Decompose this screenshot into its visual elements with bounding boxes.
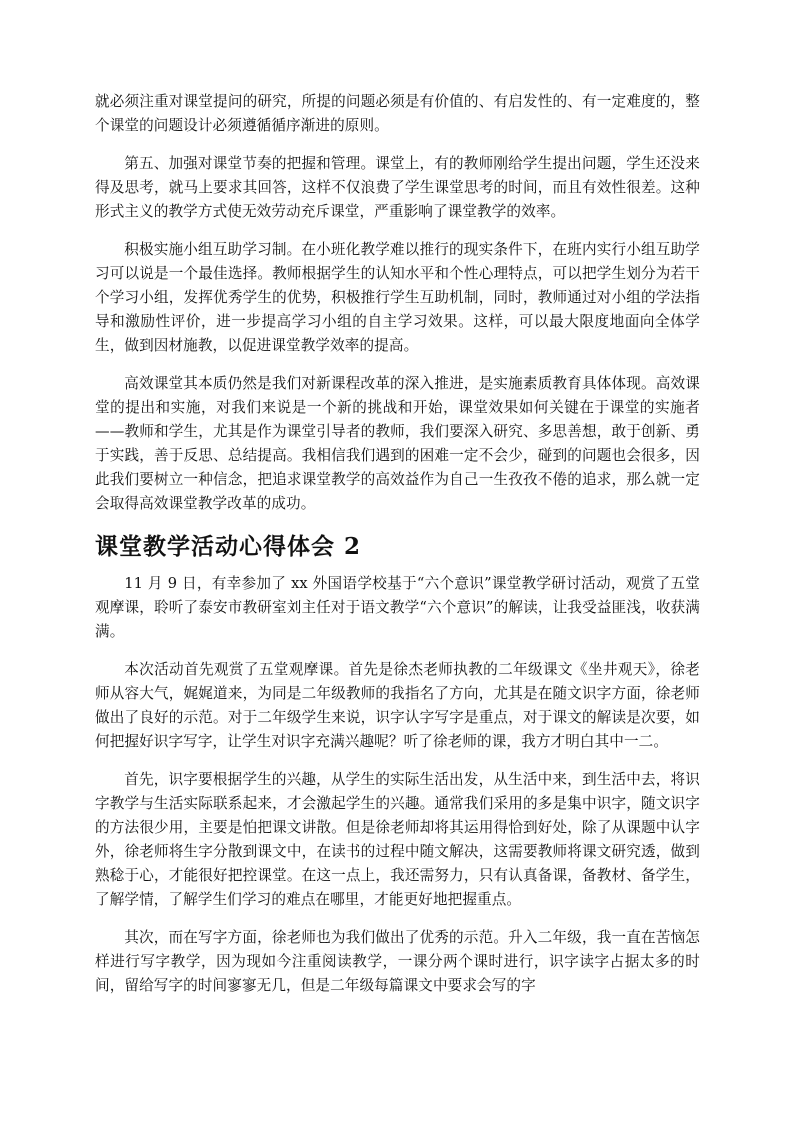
paragraph-3: 积极实施小组互助学习制。在小班化教学难以推行的现实条件下，在班内实行小组互助学习可以说是一个最佳选择。教师根据学生的认知水平和个性心理特点，可以把学生划分为若干个学习小组，发挥优秀学生的优势，积极推行学生互助机制，同时，教师通过对小组的学法指导和激励性评价，进一步提高学习小组的自主学习效果。这样，可以最大限度地面向全体学生，做到因材施教，以促进课堂教学效率的提高。	[95, 241, 700, 354]
document-page	[95, 90, 700, 1012]
paragraph-4: 高效课堂其本质仍然是我们对新课程改革的深入推进，是实施素质教育具体体现。高效课堂的提出和实施，对我们来说是一个新的挑战和开始，课堂效果如何关键在于课堂的实施者——教师和学生，尤其是作为课堂引导者的教师，我们要深入研究、多思善想，敢于创新、勇于实践，善于反思、总结提高。我相信我们遇到的困难一定不会少，碰到的问题也会很多，因此我们要树立一种信念，把追求课堂教学的高效益作为自己一生孜孜不倦的追求，那么就一定会取得高效课堂教学改革的成功。	[95, 375, 700, 512]
paragraph-6: 本次活动首先观赏了五堂观摩课。首先是徐杰老师执教的二年级课文《坐井观天》，徐老师从容大气，娓娓道来，为同是二年级教师的我指名了方向，尤其是在随文识字方面，徐老师做出了良好的示范。对于二年级学生来说，识字认字写字是重点，对于课文的解读是次要，如何把握好识字写字，让学生对识字充满兴趣呢？听了徐老师的课，我方才明白其中一二。	[95, 661, 700, 750]
paragraph-5: 11 月 9 日，有幸参加了 xx 外国语学校基于“六个意识”课堂教学研讨活动，观赏了五堂观摩课，聆听了泰安市教研室刘主任对于语文教学“六个意识”的解读，让我受益匪浅，收获满满。	[95, 575, 700, 640]
section-heading: 课堂教学活动心得体会 2	[95, 533, 362, 560]
paragraph-7: 首先，识字要根据学生的兴趣，从学生的实际生活出发，从生活中来，到生活中去，将识字教学与生活实际联系起来，才会激起学生的兴趣。通常我们采用的多是集中识字，随文识字的方法很少用，主要是怕把课文讲散。但是徐老师却将其运用得恰到好处，除了从课题中认字外，徐老师将生字分散到课文中，在读书的过程中随文解决，这需要教师将课文研究透，做到熟稔于心，才能很好把控课堂。在这一点上，我还需努力，只有认真备课，备教材、备学生，了解学情，了解学生们学习的难点在哪里，才能更好地把握重点。	[95, 771, 700, 908]
paragraph-1: 就必须注重对课堂提问的研究，所提的问题必须是有价值的、有启发性的、有一定难度的，整个课堂的问题设计必须遵循循序渐进的原则。	[95, 93, 700, 134]
paragraph-8: 其次，而在写字方面，徐老师也为我们做出了优秀的示范。升入二年级，我一直在苦恼怎样进行写字教学，因为现如今注重阅读教学，一课分两个课时进行，识字读字占据太多的时间，留给写字的时间寥寥无几，但是二年级每篇课文中要求会写的字	[95, 929, 700, 994]
paragraph-2: 第五、加强对课堂节奏的把握和管理。课堂上，有的教师刚给学生提出问题，学生还没来得及思考，就马上要求其回答，这样不仅浪费了学生课堂思考的时间，而且有效性很差。这种形式主义的教学方式使无效劳动充斥课堂，严重影响了课堂教学的效率。	[95, 155, 700, 220]
